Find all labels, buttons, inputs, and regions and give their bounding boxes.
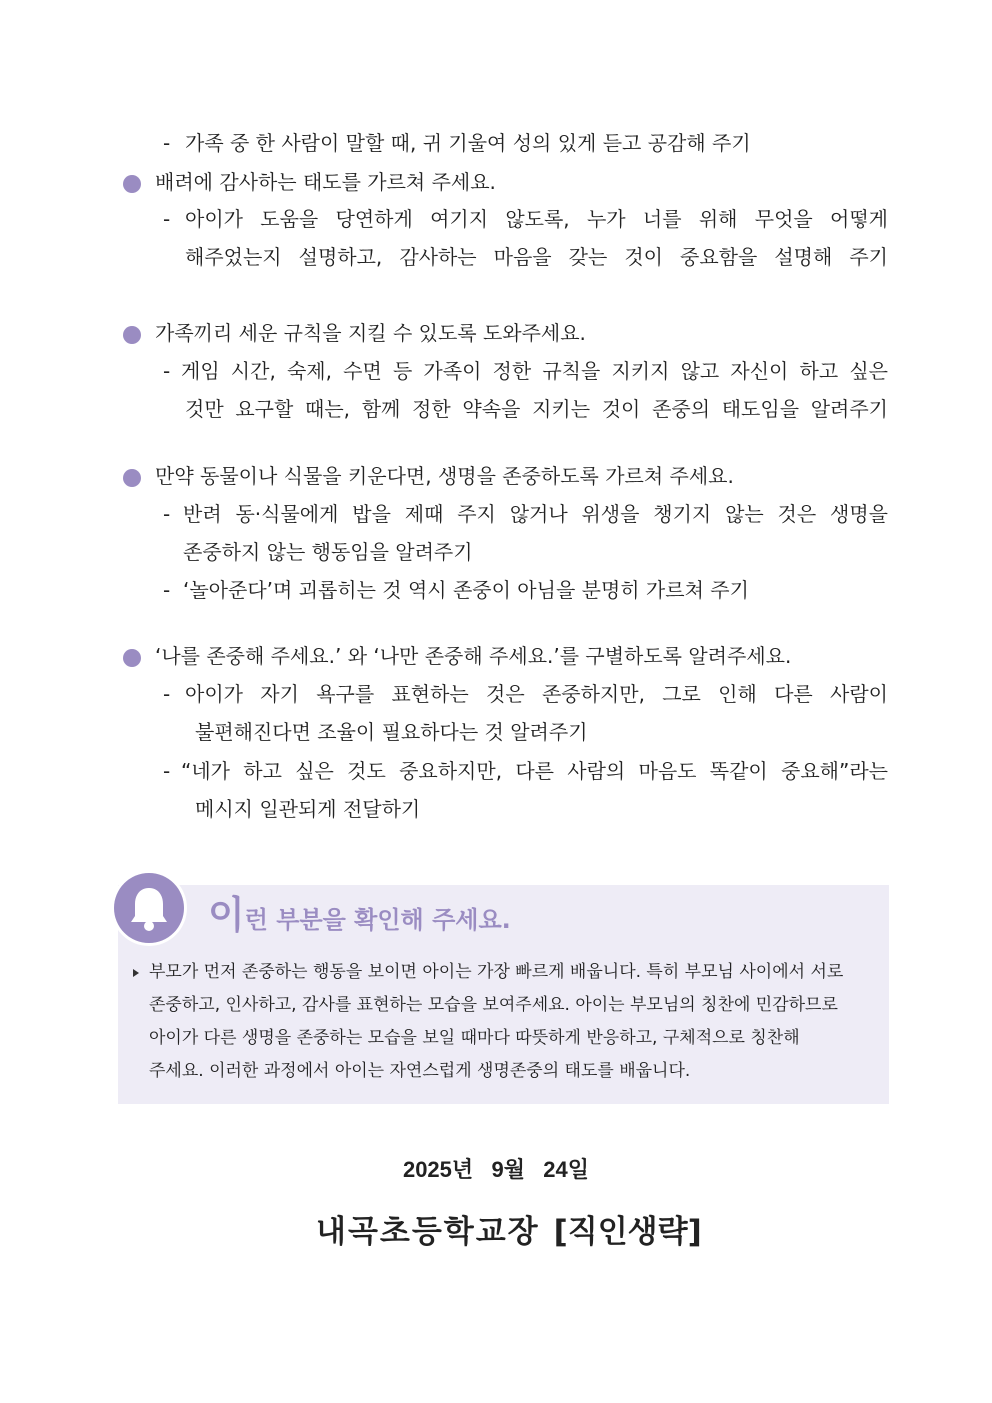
signature-line bbox=[316, 1210, 702, 1254]
dash-marker: - bbox=[163, 759, 171, 783]
dash-marker: - bbox=[163, 682, 171, 706]
bell-icon bbox=[114, 873, 184, 943]
notice-title-rest: 런 부분을 확인해 주세요. bbox=[244, 906, 511, 934]
notice-title bbox=[208, 893, 511, 942]
bell-badge bbox=[114, 873, 184, 943]
section-heading: 배려에 감사하는 태도를 가르쳐 주세요. bbox=[155, 170, 496, 194]
notice-title-initial: 이 bbox=[208, 893, 245, 937]
sub-item-continued: 해주었는지 설명하고, 감사하는 마음을 갖는 것이 중요함을 설명해 주기 bbox=[185, 245, 888, 269]
dash-marker: - bbox=[163, 359, 171, 383]
sub-item: 아이가 자기 욕구를 표현하는 것은 존중하지만, 그로 인해 다른 사람이 bbox=[185, 682, 888, 706]
sub-item: ‘놀아준다’며 괴롭히는 것 역시 존중이 아님을 분명히 가르쳐 주기 bbox=[183, 578, 749, 602]
dash-marker: - bbox=[163, 502, 171, 526]
section-heading: ‘나를 존중해 주세요.’ 와 ‘나만 존중해 주세요.’를 구별하도록 알려주세요. bbox=[155, 644, 792, 668]
notice-line: 아이가 다른 생명을 존중하는 모습을 보일 때마다 따뜻하게 반응하고, 구체적으로 칭찬해 bbox=[149, 1028, 800, 1048]
notice-line: 존중하고, 인사하고, 감사를 표현하는 모습을 보여주세요. 아이는 부모님의 칭찬에 민감하므로 bbox=[149, 995, 838, 1015]
bullet-dot bbox=[123, 175, 141, 193]
notice-line: 주세요. 이러한 과정에서 아이는 자연스럽게 생명존중의 태도를 배웁니다. bbox=[149, 1061, 691, 1081]
sub-item-continued: 불편해진다면 조율이 필요하다는 것 알려주기 bbox=[195, 720, 588, 744]
triangle-bullet-icon bbox=[133, 969, 139, 977]
sub-item-continued: 메시지 일관되게 전달하기 bbox=[195, 797, 421, 821]
bullet-dot bbox=[123, 469, 141, 487]
sub-item-continued: 존중하지 않는 행동임을 알려주기 bbox=[183, 540, 473, 564]
bullet-dot bbox=[123, 649, 141, 667]
sub-item: 게임 시간, 숙제, 수면 등 가족이 정한 규칙을 지키지 않고 자신이 하고 싶은 bbox=[181, 359, 888, 383]
sub-item: 가족 중 한 사람이 말할 때, 귀 기울여 성의 있게 듣고 공감해 주기 bbox=[185, 131, 751, 155]
dash-marker: - bbox=[163, 207, 171, 231]
sub-item-continued: 것만 요구할 때는, 함께 정한 약속을 지키는 것이 존중의 태도임을 알려주기 bbox=[185, 397, 888, 421]
seal-omitted-label: [직인생략] bbox=[553, 1214, 702, 1250]
sub-item: “네가 하고 싶은 것도 중요하지만, 다른 사람의 마음도 똑같이 중요해”라는 bbox=[181, 759, 888, 783]
section-heading: 만약 동물이나 식물을 키운다면, 생명을 존중하도록 가르쳐 주세요. bbox=[155, 464, 734, 488]
bullet-dot bbox=[123, 326, 141, 344]
dash-marker: - bbox=[163, 131, 171, 155]
sub-item: 아이가 도움을 당연하게 여기지 않도록, 누가 너를 위해 무엇을 어떻게 bbox=[185, 207, 888, 231]
sub-item: 반려 동·식물에게 밥을 제때 주지 않거나 위생을 챙기지 않는 것은 생명을 bbox=[183, 502, 888, 526]
section-heading: 가족끼리 세운 규칙을 지킬 수 있도록 도와주세요. bbox=[155, 321, 586, 345]
dash-marker: - bbox=[163, 578, 171, 602]
issue-date: 2025년 9월 24일 bbox=[402, 1157, 590, 1182]
notice-line: 부모가 먼저 존중하는 행동을 보이면 아이는 가장 빠르게 배웁니다. 특히 부모님 사이에서 서로 bbox=[149, 962, 844, 982]
school-name: 내곡초등학교장 bbox=[316, 1214, 540, 1250]
